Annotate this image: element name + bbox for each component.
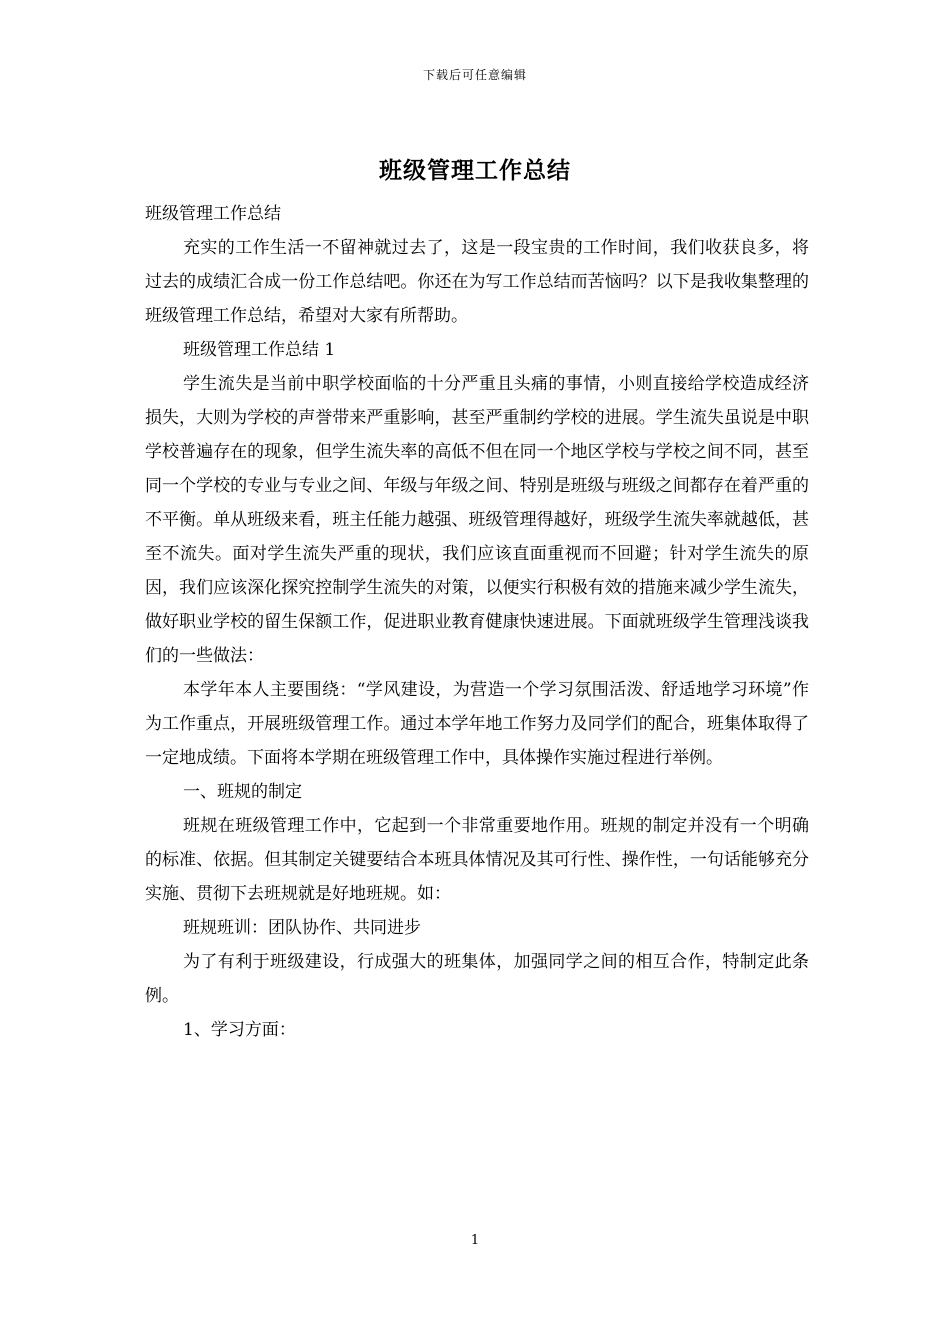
intro-paragraph: 充实的工作生活一不留神就过去了，这是一段宝贵的工作时间，我们收获良多，将过去的成绩汇合成一份工作总结吧。你还在为写工作总结而苦恼吗？以下是我收集整理的班级管理工作总结，希望对大家有所帮助。 (145, 238, 809, 326)
page-number: 1 (470, 1233, 480, 1248)
motto-line: 班规班训：团队协作、共同进步 (183, 918, 421, 938)
section-heading: 一、班规的制定 (183, 782, 302, 802)
body-paragraph: 本学年本人主要围绕：“学风建设，为营造一个学习氛围活泼、舒适地学习环境”作为工作重点，开展班级管理工作。通过本学年地工作努力及同学们的配合，班集体取得了一定地成绩。下面将本学期在班级管理工作中，具体操作实施过程进行举例。 (145, 680, 809, 768)
subtitle-paragraph: 班级管理工作总结 (145, 204, 281, 224)
body-paragraph: 班规在班级管理工作中，它起到一个非常重要地作用。班规的制定并没有一个明确的标准、依据。但其制定关键要结合本班具体情况及其可行性、操作性，一句话能够充分实施、贯彻下去班规就是好地班规。如： (145, 816, 809, 904)
header-note: 下载后可任意编辑 (422, 68, 527, 82)
body-paragraph: 学生流失是当前中职学校面临的十分严重且头痛的事情，小则直接给学校造成经济损失，大则为学校的声誉带来严重影响，甚至严重制约学校的进展。学生流失虽说是中职学校普遍存在的现象，但学生流失率的高低不但在同一个地区学校与学校之间不同，甚至同一个学校的专业与专业之间、年级与年级之间、特别是班级与班级之间都存在着严重的不平衡。单从班级来看，班主任能力越强、班级管理得越好，班级学生流失率就越低，甚至不流失。面对学生流失严重的现状，我们应该直面重视而不回避；针对学生流失的原因，我们应该深化探究控制学生流失的对策，以便实行积极有效的措施来减少学生流失，做好职业学校的留生保额工作，促进职业教育健康快速进展。下面就班级学生管理浅谈我们的一些做法： (145, 374, 809, 666)
document-title: 班级管理工作总结 (379, 157, 571, 184)
list-heading: 1、学习方面： (183, 1020, 296, 1040)
section-heading: 班级管理工作总结 1 (183, 340, 336, 360)
document-body (145, 197, 809, 1047)
body-paragraph: 为了有利于班级建设，行成强大的班集体，加强同学之间的相互合作，特制定此条例。 (145, 952, 809, 1006)
